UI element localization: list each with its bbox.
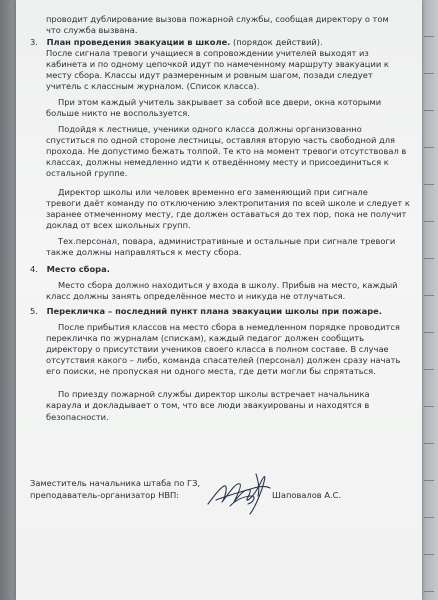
- paragraph-line: караула и докладывает о том, что все люди эвакуированы и находятся в: [46, 400, 370, 410]
- section-title: Место сбора.: [46, 264, 110, 274]
- paragraph-line: Директор школы или человек временно его заменяющий при сигнале: [58, 187, 368, 197]
- paragraph-line: класс должны занять определённое место и никуда не отлучаться.: [46, 291, 346, 301]
- section-heading: [30, 264, 110, 275]
- handwritten-signature: [204, 466, 276, 518]
- section-number: 3.: [30, 37, 38, 47]
- paragraph-line: спуститься по одной стороне лестницы, оставляя вторую часть свободной для: [46, 135, 396, 145]
- paragraph-line: директору о присутствии учеников своего класса в полном составе. В случае: [46, 344, 389, 354]
- paragraph-line: доклад от всех школьных групп.: [46, 220, 191, 230]
- paragraph-line: учитель с классным журналом. (Список класса).: [46, 81, 260, 91]
- paragraph-line: При этом каждый учитель закрывает за собой все двери, окна которыми: [58, 97, 382, 107]
- section-heading: [30, 37, 323, 48]
- intro-line: проводит дублирование вызова пожарной службы, сообщая директору о том: [46, 14, 389, 24]
- paragraph-line: остальной группе.: [46, 168, 128, 178]
- paragraph-line: его поиски, не пропуская ни одного места, где дети могли бы спрятаться.: [46, 366, 376, 376]
- paragraph-line: также должны направляться к месту сбора.: [46, 247, 242, 257]
- intro-line: что служба вызвана.: [46, 25, 138, 35]
- paragraph-line: больше никто не воспользуется.: [46, 108, 190, 118]
- paragraph-line: отсутствия какого – либо, команда спасателей (персонал) должен сразу начать: [46, 355, 401, 365]
- paragraph-line: тревоги даёт команду по отключению электропитания по всей школе и следует к: [46, 198, 410, 208]
- section-title-suffix: (порядок действий).: [233, 37, 323, 47]
- paragraph-line: Место сбора должно находиться у входа в школу. Прибыв на место, каждый: [58, 280, 398, 290]
- paragraph-line: кабинета и по одному цепочкой идут по намеченному маршруту эвакуации к: [46, 59, 389, 69]
- section-heading: [30, 306, 382, 317]
- section-number: 4.: [30, 264, 38, 274]
- paragraph-line: Подойдя к лестнице, ученики одного класса должны организованно: [58, 124, 362, 134]
- paragraph-line: По приезду пожарной службы директор школы встречает начальника: [58, 389, 370, 399]
- background-right-lines: [424, 0, 434, 600]
- paragraph-line: перекличка по журналам (спискам), каждый педагог должен сообщить: [46, 333, 365, 343]
- section-number: 5.: [30, 306, 38, 316]
- section-title: Перекличка – последний пункт плана эвакуации школы при пожаре.: [46, 306, 382, 316]
- paragraph-line: месту сбора. Классы идут размеренным и ровным шагом, позади следует: [46, 70, 373, 80]
- paragraph-line: После сигнала тревоги учащиеся в сопровождении учителей выходят из: [46, 48, 369, 58]
- paragraph-line: заранее отмеченному месту, где должен оставаться до тех пор, пока не получит: [46, 209, 407, 219]
- signatory-role: Заместитель начальника штаба по ГЗ,: [30, 478, 201, 488]
- signatory-name: Шаповалов А.С.: [272, 490, 342, 500]
- section-title: План проведения эвакуации в школе.: [46, 37, 231, 47]
- paragraph-line: безопасности.: [46, 412, 109, 422]
- signatory-role: преподаватель-организатор НВП:: [30, 490, 180, 500]
- document-page: [16, 0, 422, 600]
- paragraph-line: прохода. Не допустимо бежать толпой. Те кто на момент тревоги отсутствовал в: [46, 146, 407, 156]
- paragraph-line: Тех.персонал, повара, административные и остальные при сигнале тревоги: [58, 236, 396, 246]
- paragraph-line: После прибытия классов на место сбора в немедленном порядке проводится: [58, 322, 400, 332]
- paragraph-line: классах, должны немедленно идти к отведённому месту и присоединиться к: [46, 157, 389, 167]
